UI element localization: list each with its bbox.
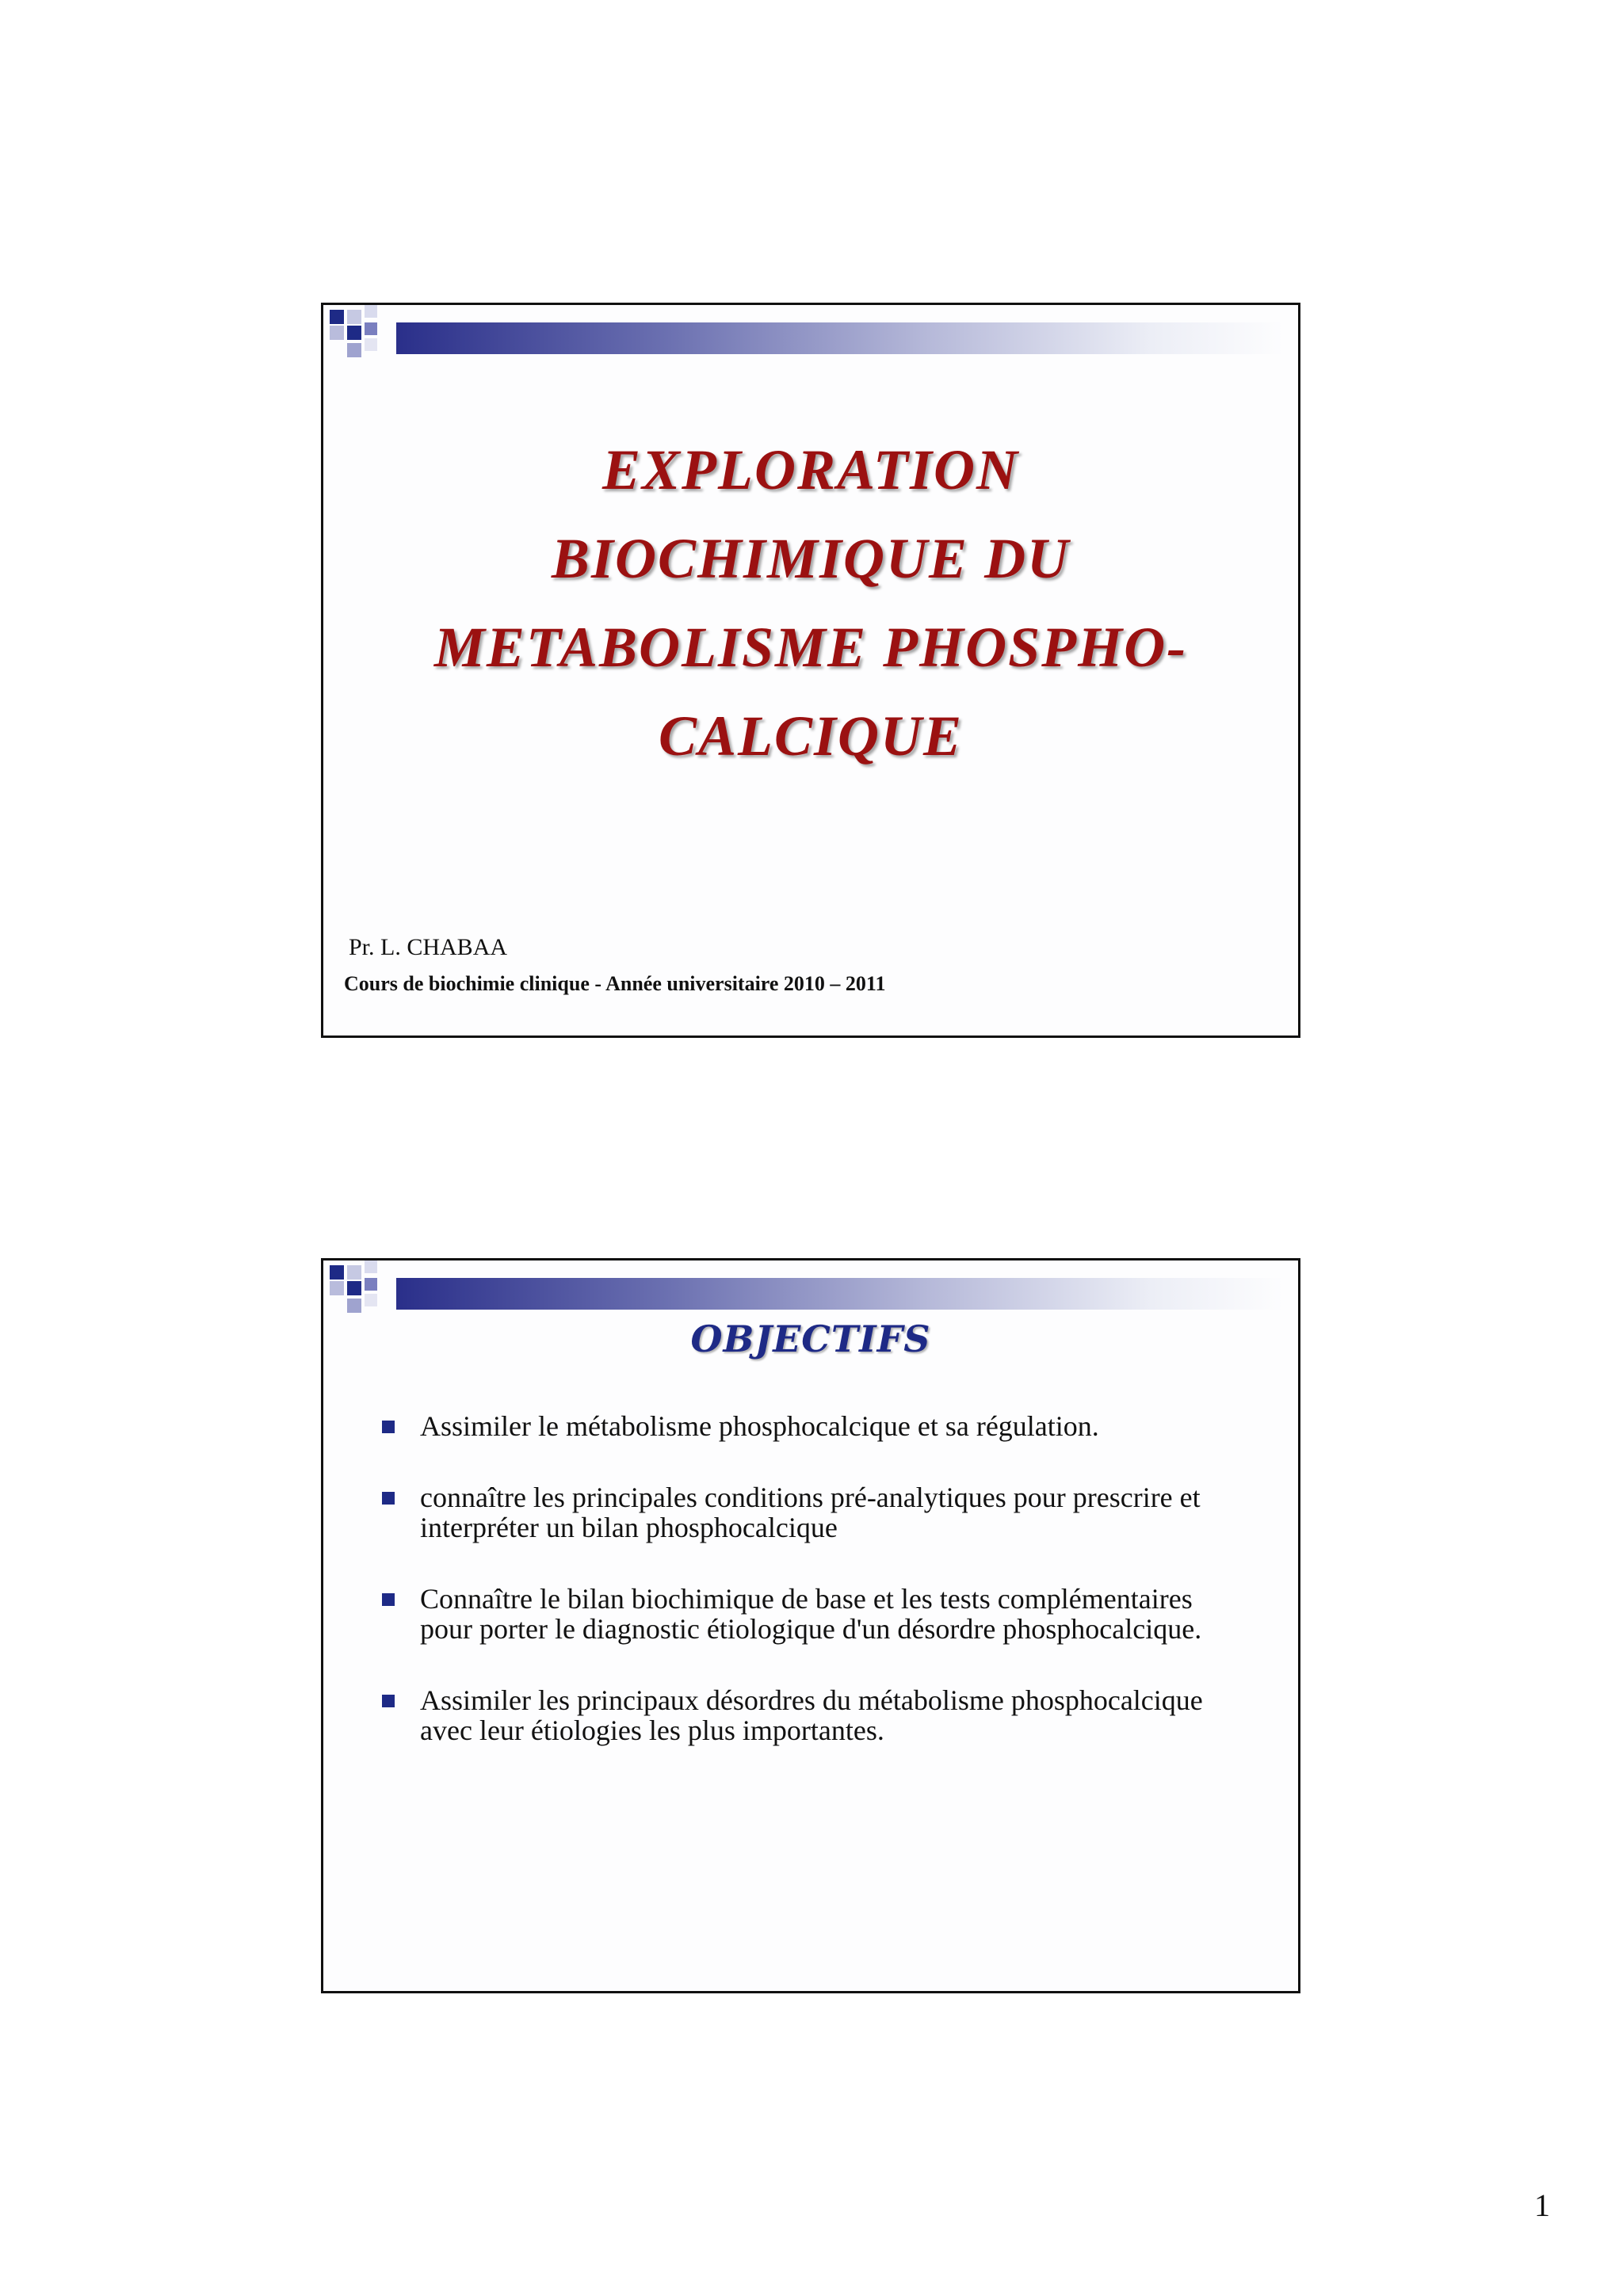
bullet-text-line: Connaître le bilan biochimique de base et les tests complémentaires [420, 1583, 1193, 1615]
list-item [382, 1685, 1270, 1745]
title-line: BIOCHIMIQUE DU [551, 527, 1071, 590]
list-item [382, 1482, 1270, 1543]
page-number: 1 [1534, 2187, 1550, 2223]
square-bullet-icon [382, 1492, 395, 1505]
bullet-text-line: avec leur étiologies les plus importantes. [420, 1714, 884, 1746]
title-line: CALCIQUE [658, 704, 964, 768]
author-name: Pr. L. CHABAA [349, 934, 508, 960]
square-bullet-icon [382, 1593, 395, 1606]
presentation-title [323, 425, 1298, 780]
bullet-text-line: Assimiler les principaux désordres du métabolisme phosphocalcique [420, 1684, 1203, 1716]
bullet-text-line: interpréter un bilan phosphocalcique [420, 1512, 838, 1543]
square-bullet-icon [382, 1421, 395, 1433]
bullet-text-line: pour porter le diagnostic étiologique d'un désordre phosphocalcique. [420, 1613, 1202, 1645]
course-info: Cours de biochimie clinique - Année universitaire 2010 – 2011 [344, 972, 886, 995]
objectives-list [382, 1411, 1270, 1787]
list-item [382, 1411, 1270, 1441]
title-slide [321, 303, 1300, 1038]
square-bullet-icon [382, 1695, 395, 1707]
slide-header-decoration [323, 305, 1300, 376]
objectives-title: OBJECTIFS [690, 1318, 931, 1360]
objectives-slide [321, 1258, 1300, 1993]
bullet-text-line: Assimiler le métabolisme phosphocalcique et sa régulation. [420, 1410, 1099, 1442]
title-line: EXPLORATION [601, 438, 1020, 502]
title-line: METABOLISME PHOSPHO- [433, 616, 1188, 679]
list-item [382, 1584, 1270, 1644]
bullet-text-line: connaître les principales conditions pré-analytiques pour prescrire et [420, 1482, 1201, 1513]
